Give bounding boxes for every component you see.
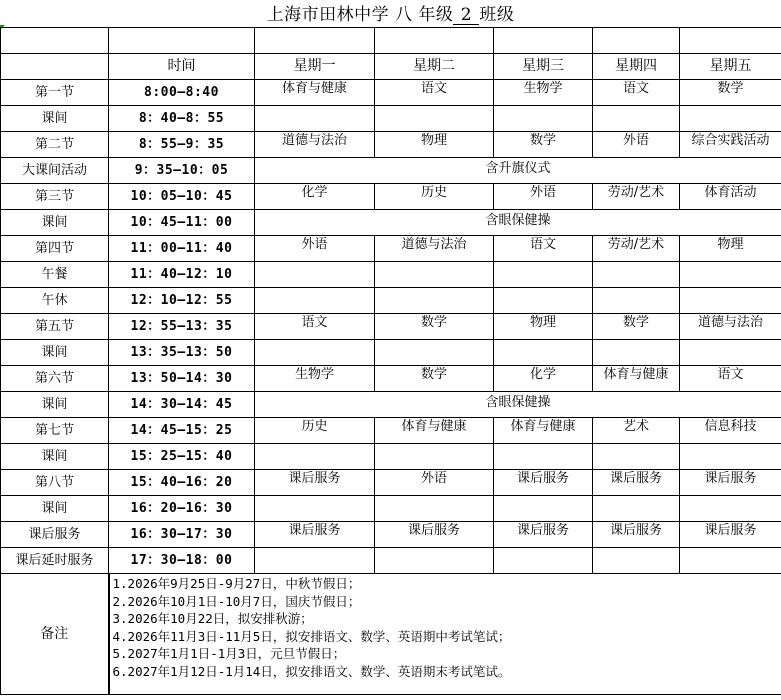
title-class-suffix: 班级 [479,5,515,25]
subject-cell[interactable]: 语文 [593,80,680,106]
subject-cell[interactable]: 历史 [255,418,375,444]
time-range[interactable]: 13：35—13：50 [109,340,255,366]
subject-cell[interactable] [375,262,494,288]
subject-cell[interactable] [255,548,375,574]
subject-cell[interactable] [375,496,494,522]
period-label[interactable]: 课间 [1,496,109,522]
subject-cell[interactable] [680,262,781,288]
header-day-fri[interactable]: 星期五 [680,54,781,80]
subject-cell[interactable]: 体育与健康 [494,418,593,444]
blank-cell[interactable] [1,28,109,54]
subject-cell[interactable] [375,444,494,470]
remark-line: 6.2027年1月12日-1月14日，拟安排语文、数学、英语期末考试笔试。 [112,663,511,679]
period-label[interactable]: 第八节 [1,470,109,496]
subject-cell[interactable]: 外语 [593,132,680,158]
subject-cell[interactable] [494,106,593,132]
subject-cell[interactable]: 外语 [494,184,593,210]
subject-cell[interactable] [593,444,680,470]
period-label[interactable]: 第一节 [1,80,109,106]
header-day-tue[interactable]: 星期二 [375,54,494,80]
subject-cell[interactable]: 课后服务 [680,470,781,496]
subject-cell[interactable]: 语文 [494,236,593,262]
time-range[interactable]: 15：40—16：20 [109,470,255,496]
schedule-row [1,236,781,262]
remark-line: 2.2026年10月1日-10月7日，国庆节假日； [112,593,361,609]
schedule-row [1,496,781,522]
remarks-row [1,574,781,695]
blank-cell[interactable] [593,28,680,54]
schedule-row [1,132,781,158]
blank-cell[interactable] [494,28,593,54]
period-label[interactable]: 课间 [1,106,109,132]
blank-cell[interactable] [109,28,255,54]
subject-cell[interactable] [494,548,593,574]
subject-cell[interactable]: 体育与健康 [593,366,680,392]
subject-cell[interactable]: 体育活动 [680,184,781,210]
subject-cell[interactable]: 物理 [375,132,494,158]
subject-cell[interactable] [375,106,494,132]
subject-cell[interactable] [680,288,781,314]
time-range[interactable]: 11：40—12：10 [109,262,255,288]
subject-cell[interactable]: 体育与健康 [375,418,494,444]
period-label[interactable]: 第四节 [1,236,109,262]
blank-cell[interactable] [680,28,781,54]
schedule-row [1,210,781,236]
header-day-mon[interactable]: 星期一 [255,54,375,80]
schedule-row [1,340,781,366]
time-range[interactable]: 12：55—13：35 [109,314,255,340]
period-label[interactable]: 第七节 [1,418,109,444]
subject-cell[interactable]: 生物学 [255,366,375,392]
period-label[interactable]: 第二节 [1,132,109,158]
subject-cell[interactable] [494,288,593,314]
subject-cell[interactable] [255,340,375,366]
period-label[interactable]: 课间 [1,392,109,418]
time-range[interactable]: 8：55—9：35 [109,132,255,158]
remarks-label[interactable]: 备注 [1,574,109,695]
schedule-row [1,392,781,418]
subject-cell[interactable] [593,262,680,288]
period-label[interactable]: 课间 [1,340,109,366]
period-label[interactable]: 课间 [1,210,109,236]
subject-cell[interactable]: 语文 [375,80,494,106]
subject-cell[interactable]: 语文 [255,314,375,340]
period-label[interactable]: 第五节 [1,314,109,340]
schedule-row [1,444,781,470]
subject-cell[interactable] [680,340,781,366]
subject-cell[interactable]: 课后服务 [593,470,680,496]
schedule-row [1,80,781,106]
subject-cell[interactable]: 信息科技 [680,418,781,444]
subject-cell[interactable]: 生物学 [494,80,593,106]
time-range[interactable]: 13：50—14：30 [109,366,255,392]
subject-cell[interactable]: 数学 [680,80,781,106]
subject-cell[interactable] [680,496,781,522]
subject-cell[interactable]: 体育与健康 [255,80,375,106]
blank-cell[interactable] [255,28,375,54]
header-row [1,54,781,80]
remarks-notes-cell[interactable] [109,574,781,695]
header-day-thu[interactable]: 星期四 [593,54,680,80]
subject-cell[interactable]: 艺术 [593,418,680,444]
header-day-wed[interactable]: 星期三 [494,54,593,80]
time-range[interactable]: 10：05—10：45 [109,184,255,210]
time-range[interactable]: 8:00—8:40 [109,80,255,106]
subject-cell[interactable] [593,106,680,132]
subject-cell[interactable]: 课后服务 [494,470,593,496]
subject-cell[interactable]: 劳动/艺术 [593,184,680,210]
blank-row [1,28,781,54]
subject-cell[interactable]: 课后服务 [680,522,781,548]
time-range[interactable]: 14：45—15：25 [109,418,255,444]
subject-cell[interactable] [593,340,680,366]
period-label[interactable]: 午餐 [1,262,109,288]
subject-cell[interactable]: 历史 [375,184,494,210]
title-school-grade: 上海市田林中学 八 年级 [266,5,454,25]
schedule-row [1,106,781,132]
header-blank-cell[interactable] [1,54,109,80]
subject-cell[interactable]: 化学 [255,184,375,210]
subject-cell[interactable]: 物理 [680,236,781,262]
subject-cell[interactable]: 语文 [680,366,781,392]
page-title [0,0,781,27]
remark-line: 5.2027年1月1日-1月3日，元旦节假日； [112,646,346,662]
blank-cell[interactable] [375,28,494,54]
subject-cell[interactable]: 外语 [255,236,375,262]
subject-cell[interactable]: 课后服务 [375,522,494,548]
subject-cell[interactable] [255,106,375,132]
remark-line: 3.2026年10月22日，拟安排秋游； [112,611,313,627]
schedule-row [1,548,781,574]
time-range[interactable]: 10：45—11：00 [109,210,255,236]
subject-cell[interactable] [494,340,593,366]
subject-cell[interactable]: 课后服务 [255,522,375,548]
schedule-row [1,418,781,444]
period-label[interactable]: 课后延时服务 [1,548,109,574]
schedule-row [1,522,781,548]
schedule-row [1,158,781,184]
period-label[interactable]: 第六节 [1,366,109,392]
subject-cell[interactable]: 课后服务 [494,522,593,548]
time-range[interactable]: 17：30—18：00 [109,548,255,574]
subject-cell[interactable] [593,548,680,574]
subject-cell[interactable]: 数学 [494,132,593,158]
subject-cell[interactable] [375,340,494,366]
subject-cell[interactable] [494,262,593,288]
subject-cell[interactable]: 化学 [494,366,593,392]
schedule-row [1,262,781,288]
subject-cell[interactable] [494,496,593,522]
subject-cell[interactable] [593,288,680,314]
subject-cell[interactable]: 课后服务 [255,470,375,496]
schedule-row [1,288,781,314]
schedule-row [1,366,781,392]
subject-cell[interactable]: 道德与法治 [680,314,781,340]
remark-line: 4.2026年11月3日-11月5日，拟安排语文、数学、英语期中考试笔试； [112,628,511,644]
time-range[interactable]: 8：40—8：55 [109,106,255,132]
subject-cell[interactable]: 劳动/艺术 [593,236,680,262]
subject-cell[interactable]: 课后服务 [593,522,680,548]
header-time[interactable]: 时间 [109,54,255,80]
subject-cell[interactable]: 道德与法治 [375,236,494,262]
subject-cell[interactable]: 数学 [593,314,680,340]
period-label[interactable]: 课后服务 [1,522,109,548]
subject-cell[interactable] [255,444,375,470]
time-range[interactable]: 16：20—16：30 [109,496,255,522]
subject-cell[interactable] [680,106,781,132]
time-range[interactable]: 15：25—15：40 [109,444,255,470]
subject-cell[interactable] [494,444,593,470]
time-range[interactable]: 16：30—17：30 [109,522,255,548]
subject-cell[interactable]: 物理 [494,314,593,340]
subject-cell[interactable] [255,262,375,288]
period-label[interactable]: 大课间活动 [1,158,109,184]
subject-cell[interactable] [680,444,781,470]
schedule-row [1,184,781,210]
time-range[interactable]: 14：30—14：45 [109,392,255,418]
merged-activity-cell[interactable]: 含升旗仪式 [255,158,781,184]
period-label[interactable]: 课间 [1,444,109,470]
period-label[interactable]: 第三节 [1,184,109,210]
merged-activity-cell[interactable]: 含眼保健操 [255,392,781,418]
subject-cell[interactable] [680,548,781,574]
subject-cell[interactable] [375,548,494,574]
subject-cell[interactable]: 综合实践活动 [680,132,781,158]
subject-cell[interactable] [593,496,680,522]
title-class-number: 2 [453,7,479,25]
remark-line: 1.2026年9月25日-9月27日，中秋节假日； [112,576,361,591]
subject-cell[interactable]: 外语 [375,470,494,496]
period-label[interactable]: 午休 [1,288,109,314]
subject-cell[interactable] [255,288,375,314]
subject-cell[interactable] [375,288,494,314]
subject-cell[interactable]: 数学 [375,314,494,340]
schedule-row [1,314,781,340]
time-range[interactable]: 11：00—11：40 [109,236,255,262]
subject-cell[interactable] [255,496,375,522]
time-range[interactable]: 12：10—12：55 [109,288,255,314]
schedule-row [1,470,781,496]
subject-cell[interactable]: 数学 [375,366,494,392]
timetable [0,27,781,695]
merged-activity-cell[interactable]: 含眼保健操 [255,210,781,236]
subject-cell[interactable]: 道德与法治 [255,132,375,158]
time-range[interactable]: 9：35—10：05 [109,158,255,184]
